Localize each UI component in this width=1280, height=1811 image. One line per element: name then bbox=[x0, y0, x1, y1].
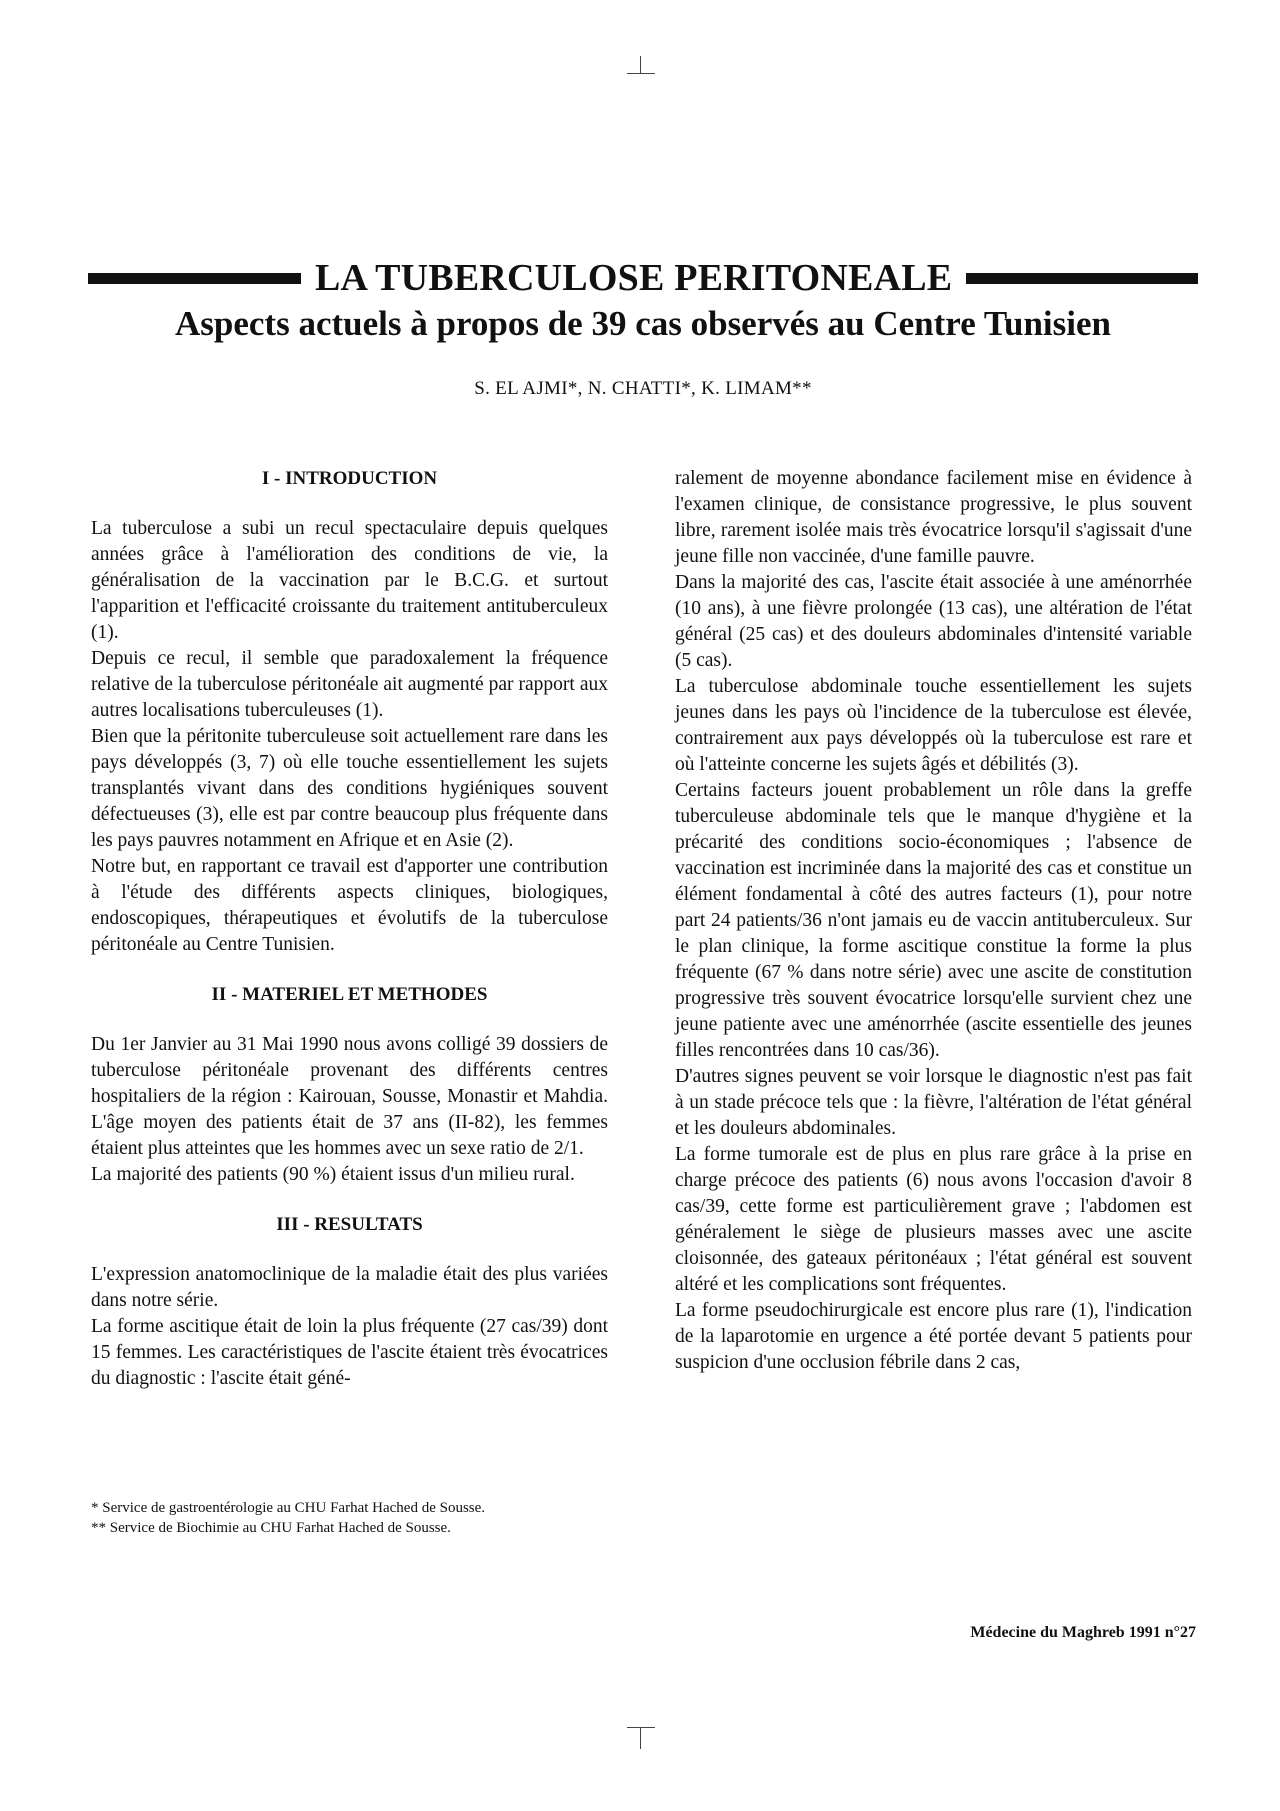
title-row bbox=[88, 256, 1198, 300]
paragraph: D'autres signes peuvent se voir lorsque le diagnostic n'est pas fait à un stade précoce tels que : la fièvre, l'altération de l'état général et les douleurs abdominales. bbox=[675, 1066, 1192, 1139]
paragraph: La tuberculose abdominale touche essentiellement les sujets jeunes dans les pays où l'incidence de la tuberculose est élevée, contrairement aux pays développés où la tuberculose est rare et où l'atteinte concerne les sujets âgés et débilités (3). bbox=[675, 676, 1192, 775]
paragraph: ralement de moyenne abondance facilement mise en évidence à l'examen clinique, de consistance progressive, le plus souvent libre, rarement isolée mais très évocatrice lorsqu'il s'agissait d'une jeune fille non vaccinée, d'une famille pauvre. bbox=[675, 468, 1192, 567]
article-title: LA TUBERCULOSE PERITONEALE bbox=[315, 257, 953, 299]
crop-mark-bottom bbox=[627, 1727, 655, 1749]
article-subtitle: Aspects actuels à propos de 39 cas observés au Centre Tunisien bbox=[175, 304, 1111, 343]
paragraph: La majorité des patients (90 %) étaient issus d'un milieu rural. bbox=[91, 1164, 575, 1185]
authors: S. EL AJMI*, N. CHATTI*, K. LIMAM** bbox=[474, 378, 812, 399]
paragraph: Notre but, en rapportant ce travail est d'apporter une contribution à l'étude des différents aspects cliniques, biologiques, endoscopiques, thérapeutiques et évolutifs de la tuberculose péritonéale au Centre Tunisien. bbox=[91, 856, 608, 955]
paragraph: La tuberculose a subi un recul spectaculaire depuis quelques années grâce à l'amélioration des conditions de vie, la généralisation de la vaccination par le B.C.G. et surtout l'apparition et l'efficacité croissante du traitement antituberculeux (1). bbox=[91, 518, 608, 643]
footnote-affiliation-2: ** Service de Biochimie au CHU Farhat Hached de Sousse. bbox=[91, 1520, 451, 1536]
footnote-affiliation-1: * Service de gastroentérologie au CHU Farhat Hached de Sousse. bbox=[91, 1500, 486, 1516]
title-bar-right bbox=[966, 273, 1198, 284]
paragraph: Certains facteurs jouent probablement un rôle dans la greffe tuberculeuse abdominale tels que le manque d'hygiène et la précarité des conditions socio-économiques ; l'absence de vaccination est incriminée dans la majorité des cas et constitue un élément fondamental à côté des autres facteurs (1), pour notre part 24 patients/36 n'ont jamais eu de vaccin antituberculeux. Sur le plan clinique, la forme ascitique constitue la forme la plus fréquente (67 % dans notre série) avec une ascite de constitution progressive très souvent évocatrice lorsqu'elle survient chez une jeune patiente avec une aménorrhée (ascite essentielle des jeunes filles rencontrées dans 10 cas/36). bbox=[675, 780, 1192, 1061]
section-heading-results: III - RESULTATS bbox=[276, 1214, 423, 1235]
paragraph: Bien que la péritonite tuberculeuse soit actuellement rare dans les pays développés (3, 7) où elle touche essentiellement les sujets transplantés vivant dans des conditions hygiéniques souvent défectueuses (3), elle est par contre beaucoup plus fréquente dans les pays pauvres notamment en Afrique et en Asie (2). bbox=[91, 726, 608, 851]
section-heading-introduction: I - INTRODUCTION bbox=[261, 468, 438, 489]
paragraph: La forme ascitique était de loin la plus fréquente (27 cas/39) dont 15 femmes. Les caractéristiques de l'ascite étaient très évocatrices du diagnostic : l'ascite était géné- bbox=[91, 1316, 608, 1389]
title-bar-left bbox=[88, 273, 301, 284]
paragraph: Depuis ce recul, il semble que paradoxalement la fréquence relative de la tuberculose péritonéale ait augmenté par rapport aux autres localisations tuberculeuses (1). bbox=[91, 648, 608, 721]
paragraph: La forme tumorale est de plus en plus rare grâce à la prise en charge précoce des patients (6) nous avons l'occasion d'avoir 8 cas/39, cette forme est particulièrement grave ; l'abdomen est généralement le siège de plusieurs masses avec une ascite cloisonnée, des gateaux péritonéaux ; l'état général est souvent altéré et les complications sont fréquentes. bbox=[675, 1144, 1192, 1295]
section-heading-methods: II - MATERIEL ET METHODES bbox=[211, 984, 488, 1005]
paragraph: L'expression anatomoclinique de la maladie était des plus variées dans notre série. bbox=[91, 1264, 608, 1311]
journal-footer: Médecine du Maghreb 1991 n°27 bbox=[970, 1624, 1196, 1641]
paragraph: La forme pseudochirurgicale est encore plus rare (1), l'indication de la laparotomie en urgence a été portée devant 5 patients pour suspicion d'une occlusion fébrile dans 2 cas, bbox=[675, 1300, 1192, 1373]
crop-mark-top bbox=[627, 56, 655, 74]
left-column bbox=[91, 466, 608, 1392]
footnotes bbox=[91, 1498, 691, 1538]
right-column bbox=[675, 466, 1192, 1376]
paragraph: Du 1er Janvier au 31 Mai 1990 nous avons colligé 39 dossiers de tuberculose péritonéale provenant des différents centres hospitaliers de la région : Kairouan, Sousse, Monastir et Mahdia. L'âge moyen des patients était de 37 ans (II-82), les femmes étaient plus atteintes que les hommes avec un sexe ratio de 2/1. bbox=[91, 1034, 608, 1159]
paragraph: Dans la majorité des cas, l'ascite était associée à une aménorrhée (10 ans), à une fièvre prolongée (13 cas), une altération de l'état général (25 cas) et des douleurs abdominales d'intensité variable (5 cas). bbox=[675, 572, 1192, 671]
